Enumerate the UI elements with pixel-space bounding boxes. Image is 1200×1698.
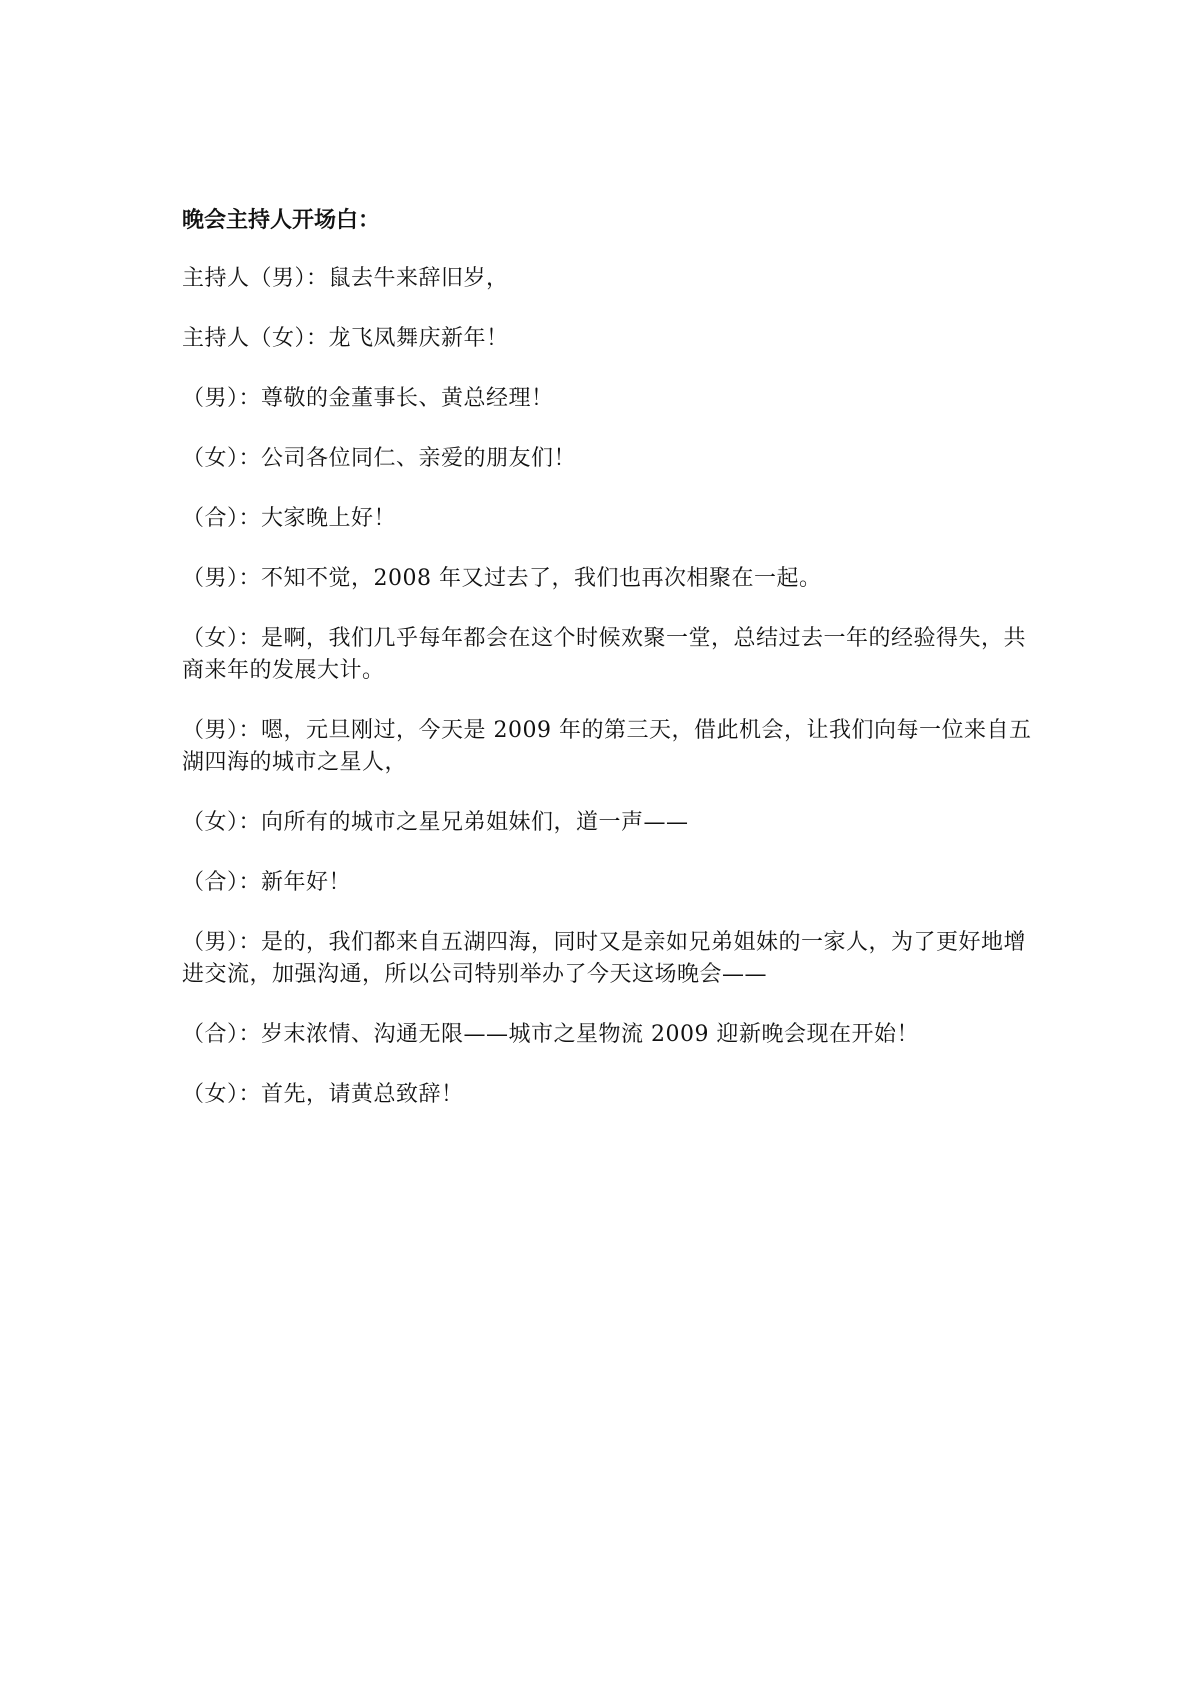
paragraph: （合）：大家晚上好！ [182,506,397,531]
document-title: 晚会主持人开场白： [182,207,381,233]
paragraph: （男）：是的，我们都来自五湖四海，同时又是亲如兄弟姐妹的一家人，为了更好地增进交流，加强沟通，所以公司特别举办了今天这场晚会—— [182,930,1027,987]
document-body [182,203,1032,1139]
paragraph: 主持人（男）：鼠去牛来辞旧岁， [182,266,509,291]
paragraph: （男）：尊敬的金董事长、黄总经理！ [182,386,554,411]
paragraph: （女）：是啊，我们几乎每年都会在这个时候欢聚一堂，总结过去一年的经验得失，共商来年的发展大计。 [182,626,1027,683]
paragraph: （女）：向所有的城市之星兄弟姐妹们，道一声—— [182,810,689,835]
paragraph: 主持人（女）：龙飞凤舞庆新年！ [182,326,509,351]
paragraph: （男）：不知不觉，2008 年又过去了，我们也再次相聚在一起。 [182,566,822,591]
paragraph: （女）：首先，请黄总致辞！ [182,1082,464,1107]
paragraph: （男）：嗯，元旦刚过，今天是 2009 年的第三天，借此机会，让我们向每一位来自五湖四海的城市之星人， [182,718,1032,775]
paragraph: （合）：岁末浓情、沟通无限——城市之星物流 2009 迎新晚会现在开始！ [182,1022,919,1047]
paragraph: （女）：公司各位同仁、亲爱的朋友们！ [182,446,577,471]
paragraph: （合）：新年好！ [182,870,352,895]
